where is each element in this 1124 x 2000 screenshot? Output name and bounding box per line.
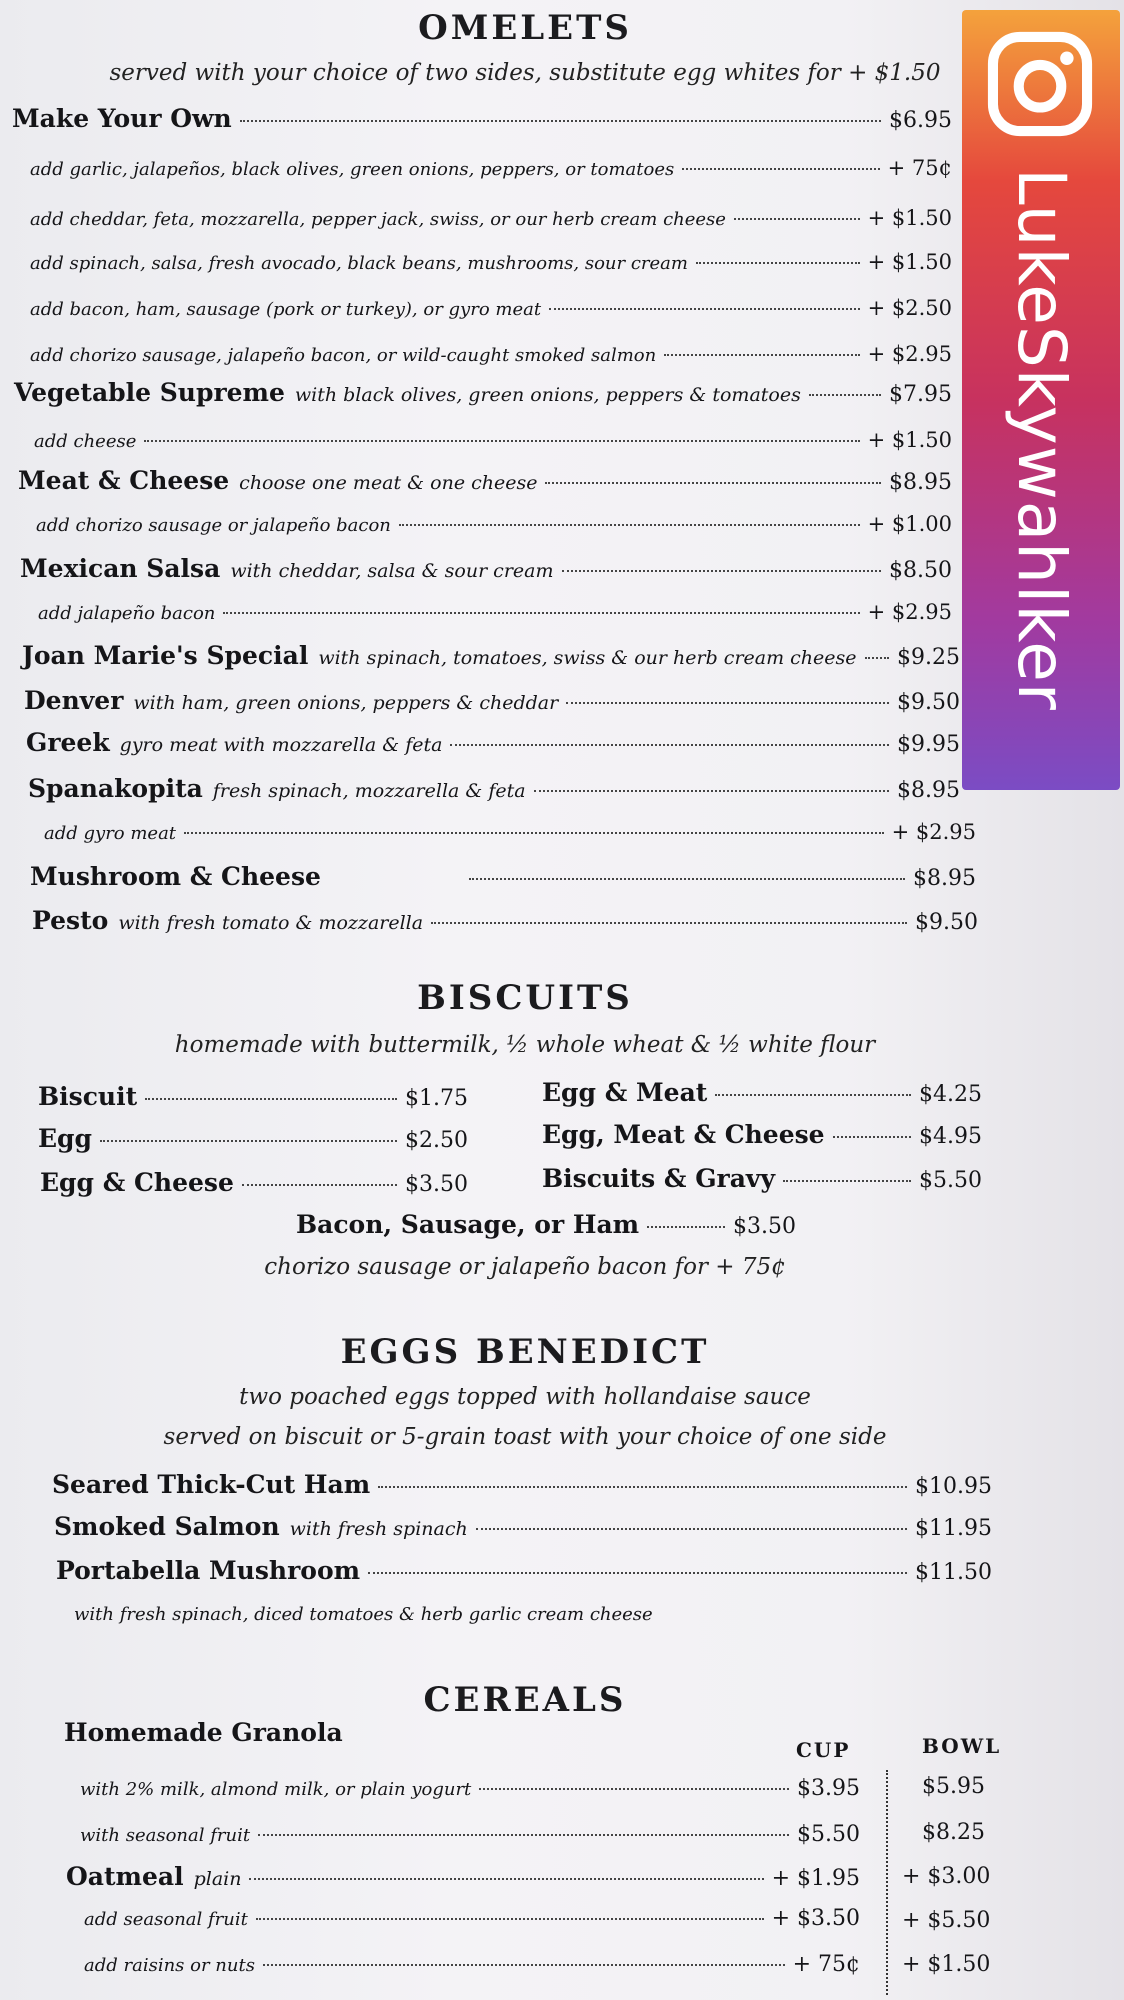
cereal-row: add raisins or nuts + 75¢ — [84, 1952, 860, 1977]
item-make-your-own: Make Your Own $6.95 — [12, 104, 952, 133]
item-joan-maries-special: Joan Marie's Special with spinach, tomatoes, swiss & our herb cream cheese $9.25 — [22, 641, 960, 670]
benedict-subtitle-1: two poached eggs topped with hollandaise sauce — [239, 1384, 811, 1410]
biscuit-side-note: chorizo sausage or jalapeño bacon for + 75¢ — [264, 1254, 786, 1280]
addon-row: add garlic, jalapeños, black olives, green onions, peppers, or tomatoes + 75¢ — [30, 156, 952, 180]
benedict-item: Seared Thick-Cut Ham $10.95 — [52, 1470, 992, 1499]
bowl-price: + $3.00 — [902, 1864, 991, 1889]
benedict-item: Portabella Mushroom $11.50 — [56, 1556, 992, 1585]
bowl-price: $8.25 — [922, 1820, 985, 1845]
benedict-item: Smoked Salmon with fresh spinach $11.95 — [54, 1512, 992, 1541]
cup-column-header: CUP — [796, 1738, 851, 1762]
item-denver: Denver with ham, green onions, peppers & cheddar $9.50 — [24, 686, 960, 715]
benedict-porta-desc: with fresh spinach, diced tomatoes & herb garlic cream cheese — [74, 1604, 653, 1625]
addon-row: add cheese + $1.50 — [34, 428, 952, 452]
item-meat-cheese: Meat & Cheese choose one meat & one cheese $8.95 — [18, 466, 952, 495]
bowl-price: + $5.50 — [902, 1908, 991, 1933]
addon-row: add spinach, salsa, fresh avocado, black beans, mushrooms, sour cream + $1.50 — [30, 250, 952, 274]
item-greek: Greek gyro meat with mozzarella & feta $9.95 — [26, 728, 960, 757]
biscuit-item: Egg & Meat $4.25 — [542, 1078, 982, 1107]
cereal-row: with seasonal fruit $5.50 — [80, 1822, 860, 1847]
cereal-row: add seasonal fruit + $3.50 — [84, 1906, 860, 1931]
biscuit-side-item: Bacon, Sausage, or Ham $3.50 — [296, 1210, 796, 1239]
biscuit-item: Biscuits & Gravy $5.50 — [542, 1164, 982, 1193]
addon-row: add bacon, ham, sausage (pork or turkey), or gyro meat + $2.50 — [30, 296, 952, 320]
biscuit-item: Egg, Meat & Cheese $4.95 — [542, 1120, 982, 1149]
cereal-oatmeal: Oatmeal plain + $1.95 — [66, 1862, 860, 1891]
biscuit-item: Egg & Cheese $3.50 — [40, 1168, 468, 1197]
addon-row: add chorizo sausage or jalapeño bacon + $1.00 — [36, 512, 952, 536]
benedict-subtitle-2: served on biscuit or 5-grain toast with your choice of one side — [163, 1424, 887, 1450]
addon-row: add chorizo sausage, jalapeño bacon, or wild-caught smoked salmon + $2.95 — [30, 342, 952, 366]
cereals-title: CEREALS — [423, 1680, 627, 1720]
addon-row: add jalapeño bacon + $2.95 — [38, 600, 952, 624]
biscuits-subtitle: homemade with buttermilk, ½ whole wheat & ½ white flour — [174, 1032, 876, 1058]
item-pesto: Pesto with fresh tomato & mozzarella $9.50 — [32, 906, 978, 935]
biscuit-item: Biscuit $1.75 — [38, 1082, 468, 1111]
watermark-handle: LukeSkywahlker — [1003, 168, 1080, 711]
bowl-price: + $1.50 — [902, 1952, 991, 1977]
cereal-row: with 2% milk, almond milk, or plain yogurt $3.95 — [80, 1776, 860, 1801]
addon-row: add cheddar, feta, mozzarella, pepper jack, swiss, or our herb cream cheese + $1.50 — [30, 206, 952, 230]
benedict-title: EGGS BENEDICT — [340, 1332, 710, 1372]
cereal-granola-heading: Homemade Granola — [64, 1718, 343, 1747]
watermark-badge — [962, 10, 1120, 790]
bowl-column-header: BOWL — [922, 1734, 1002, 1758]
addon-row: add gyro meat + $2.95 — [44, 820, 976, 844]
biscuits-title: BISCUITS — [417, 978, 633, 1018]
bowl-price: $5.95 — [922, 1774, 985, 1799]
column-divider — [886, 1770, 888, 1995]
omelets-title: OMELETS — [418, 8, 632, 48]
item-mushroom-cheese: Mushroom & Cheese $8.95 — [30, 862, 976, 891]
biscuit-item: Egg $2.50 — [38, 1124, 468, 1153]
instagram-icon — [984, 28, 1096, 140]
omelets-subtitle: served with your choice of two sides, substitute egg whites for + $1.50 — [109, 60, 941, 86]
item-spanakopita: Spanakopita fresh spinach, mozzarella & feta $8.95 — [28, 774, 960, 803]
item-mexican-salsa: Mexican Salsa with cheddar, salsa & sour cream $8.50 — [20, 554, 952, 583]
item-vegetable-supreme: Vegetable Supreme with black olives, green onions, peppers & tomatoes $7.95 — [14, 378, 952, 407]
